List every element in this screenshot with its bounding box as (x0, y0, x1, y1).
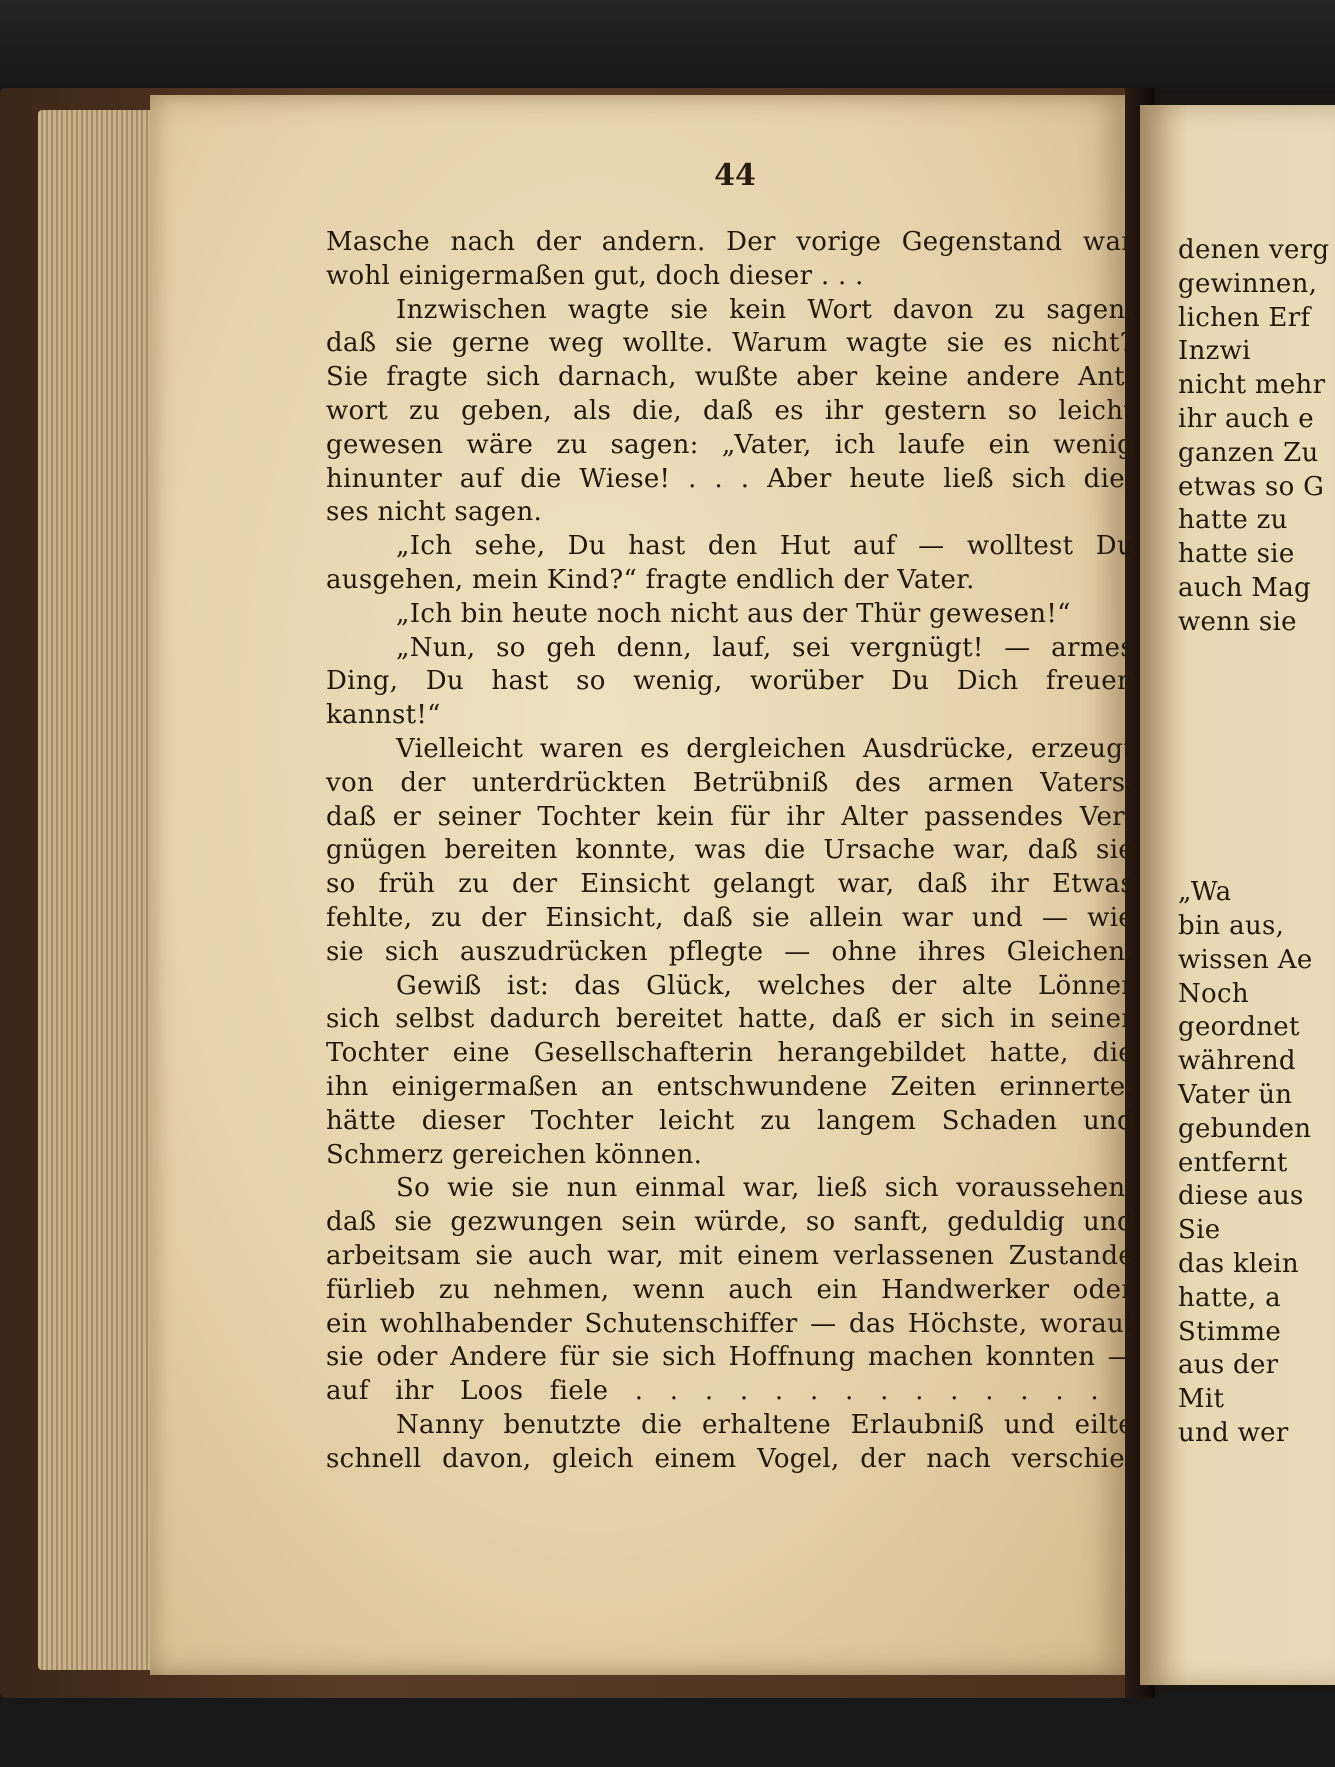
right-page-line: das klein (1178, 1248, 1299, 1279)
text-line: fürlieb zu nehmen, wenn auch ein Handwerker oder (326, 1274, 1134, 1305)
right-page-line: aus der (1178, 1350, 1279, 1381)
right-page-line: auch Mag (1178, 572, 1311, 603)
right-page-line: bin aus, (1178, 910, 1285, 941)
right-page-line: etwas so G (1178, 471, 1325, 502)
right-page-line: gewinnen, (1178, 268, 1318, 299)
text-line: so früh zu der Einsicht gelangt war, daß ihr Etwas (326, 869, 1134, 900)
text-line: sie sich auszudrücken pflegte — ohne ihres Gleichen. (326, 936, 1134, 967)
text-line: auf ihr Loos fiele . . . . . . . . . . . . . . . (326, 1376, 1134, 1407)
right-page-line: hatte zu (1178, 505, 1288, 536)
text-line: Ding, Du hast so wenig, worüber Du Dich freuen (326, 666, 1134, 697)
page-edges (38, 110, 158, 1670)
text-line: kannst!“ (326, 700, 441, 731)
right-page-line (1178, 707, 1335, 741)
text-line: „Nun, so geh denn, lauf, sei vergnügt! — armes (396, 632, 1134, 663)
text-line: So wie sie nun einmal war, ließ sich voraussehen, (396, 1173, 1134, 1204)
text-line: wort zu geben, als die, daß es ihr gestern so leicht (326, 395, 1134, 426)
right-page-line: gebunden (1178, 1113, 1312, 1144)
right-page-line: geordnet (1178, 1012, 1300, 1043)
page-number: 44 (714, 158, 756, 193)
left-page-text (326, 226, 1134, 1476)
right-page-line: hatte, a (1178, 1282, 1281, 1313)
text-line: daß er seiner Tochter kein für ihr Alter passendes Ver- (326, 801, 1134, 832)
right-page-line: während (1178, 1046, 1296, 1077)
text-line: hätte dieser Tochter leicht zu langem Schaden und (326, 1105, 1134, 1136)
text-line: hinunter auf die Wiese! . . . Aber heute ließ sich die- (326, 463, 1134, 494)
text-line: „Ich bin heute noch nicht aus der Thür gewesen!“ (396, 598, 1071, 629)
right-page-line: wissen Ae (1178, 944, 1313, 975)
right-page-line (1178, 842, 1335, 876)
text-line: ses nicht sagen. (326, 497, 543, 528)
text-line: schnell davon, gleich einem Vogel, der nach verschie- (326, 1443, 1134, 1474)
right-page-line (1178, 673, 1335, 707)
right-page-line: entfernt (1178, 1147, 1288, 1178)
right-page-line: denen verg (1178, 235, 1330, 265)
right-page-line: lichen Erf (1178, 302, 1311, 333)
right-page-line: Sie (1178, 1215, 1221, 1246)
text-line: wohl einigermaßen gut, doch dieser . . . (326, 260, 864, 291)
right-page-line: nicht mehr (1178, 370, 1326, 401)
text-line: Schmerz gereichen können. (326, 1139, 703, 1170)
text-line: gnügen bereiten konnte, was die Ursache war, daß sie (326, 835, 1134, 866)
text-line: daß sie gezwungen sein würde, so sanft, geduldig und (326, 1207, 1134, 1238)
right-page-line: und wer (1178, 1417, 1289, 1448)
right-page-line (1178, 741, 1335, 775)
scan-background-bottom (0, 1690, 1335, 1767)
right-page-line: Mit (1178, 1384, 1225, 1415)
text-line: fehlte, zu der Einsicht, daß sie allein war und — wie (326, 902, 1134, 933)
text-line: Vielleicht waren es dergleichen Ausdrücke, erzeugt (396, 733, 1134, 764)
right-page-line: Stimme (1178, 1316, 1282, 1347)
text-line: Tochter eine Gesellschafterin herangebildet hatte, die (326, 1038, 1134, 1069)
text-line: gewesen wäre zu sagen: „Vater, ich laufe ein wenig (326, 429, 1134, 460)
text-line: arbeitsam sie auch war, mit einem verlassenen Zustande (326, 1240, 1134, 1271)
right-page-line (1178, 809, 1335, 843)
text-line: ausgehen, mein Kind?“ fragte endlich der Vater. (326, 564, 975, 595)
text-line: Gewiß ist: das Glück, welches der alte Lönner (396, 970, 1134, 1001)
scan-background-top (0, 0, 1335, 95)
right-page-line: hatte sie (1178, 539, 1295, 570)
right-page-line: Inzwi (1178, 336, 1251, 367)
right-page-line (1178, 640, 1335, 674)
text-line: Inzwischen wagte sie kein Wort davon zu sagen, (396, 294, 1134, 325)
text-line: daß sie gerne weg wollte. Warum wagte sie es nicht? (326, 328, 1134, 359)
text-line: Sie fragte sich darnach, wußte aber keine andere Ant- (326, 362, 1134, 393)
text-line: sie oder Andere für sie sich Hoffnung machen konnten — (326, 1342, 1134, 1373)
right-page-line: Vater ün (1178, 1079, 1293, 1110)
right-page-line: „Wa (1178, 877, 1232, 908)
text-line: sich selbst dadurch bereitet hatte, daß er sich in seiner (326, 1004, 1134, 1035)
text-line: ihn einigermaßen an entschwundene Zeiten erinnerte, (326, 1071, 1134, 1102)
text-line: Nanny benutzte die erhaltene Erlaubniß und eilte (396, 1409, 1134, 1440)
right-page-text (1178, 234, 1335, 1451)
text-line: von der unterdrückten Betrübniß des armen Vaters, (326, 767, 1134, 798)
text-line: „Ich sehe, Du hast den Hut auf — wolltest Du (396, 531, 1134, 562)
text-line: ein wohlhabender Schutenschiffer — das Höchste, worauf (326, 1308, 1134, 1339)
right-page-line: ihr auch e (1178, 403, 1314, 434)
right-page-line: ganzen Zu (1178, 437, 1319, 468)
right-page-line: wenn sie (1178, 606, 1297, 637)
right-page-line (1178, 775, 1335, 809)
text-line: Masche nach der andern. Der vorige Gegenstand war (326, 227, 1134, 257)
right-page-line: Noch (1178, 978, 1249, 1009)
right-page-line: diese aus (1178, 1181, 1304, 1212)
